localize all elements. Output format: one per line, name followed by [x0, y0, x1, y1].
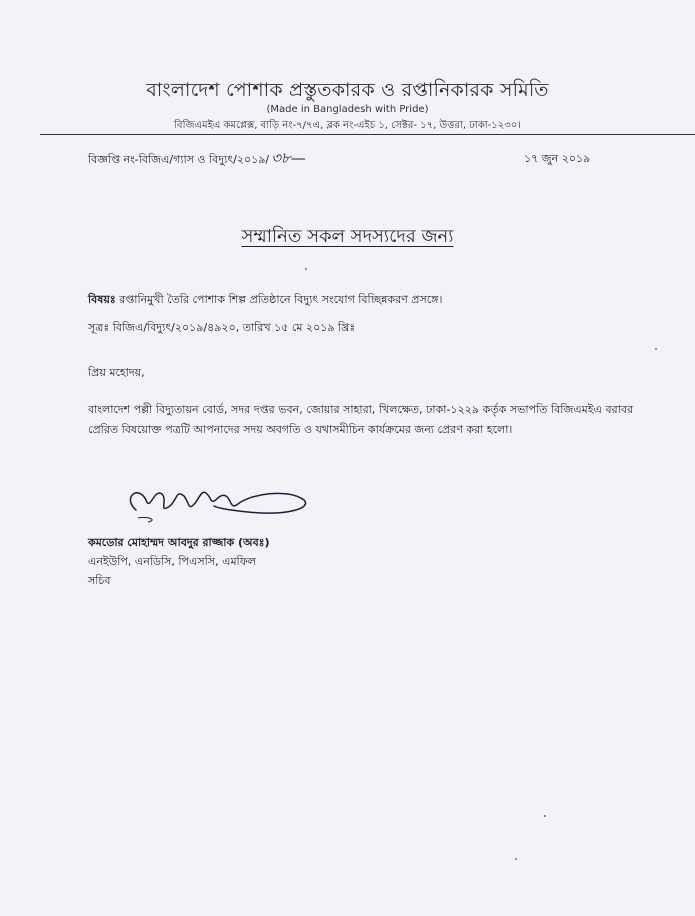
organization-name: বাংলাদেশ পোশাক প্রস্তুতকারক ও রপ্তানিকারক সমিতি [146, 79, 549, 101]
memo-reference [88, 147, 306, 172]
reference-line: সূত্রঃ বিজিএ/বিদ্যুৎ/২০১৯/৪৯২০, তারিখ ১৫ মে ২০১৯ খ্রিঃ [88, 321, 356, 334]
scan-speck [655, 348, 657, 350]
scan-speck [544, 815, 546, 817]
letter-heading [0, 222, 695, 253]
organization-address: বিজিএমইএ কমপ্লেক্স, বাড়ি নং-৭/৭এ, ব্লক নং-এইচ ১, সেক্টর- ১৭, উত্তরা, ঢাকা-১২৩০। [174, 120, 521, 131]
organization-tagline: (Made in Bangladesh with Pride) [266, 104, 429, 115]
handwritten-signature [118, 478, 308, 530]
scan-speck [305, 268, 307, 270]
signatory-degrees: এনইউপি, এনডিসি, পিএসসি, এমফিল [88, 555, 256, 568]
letter-body: বাংলাদেশ পল্লী বিদ্যুতায়ন বোর্ড, সদর দপ্তর ভবন, জোয়ার সাহারা, খিলক্ষেত, ঢাকা-১২২৯ কর্তৃক সভাপতি বিজিএমইএ বরাবর প্রেরিত বিষয়োক্ত পত্রটি আপনাদের সদয় অবগতি ও যথাসমীচিন কার্যক্রমের জন্য প্রেরণ করা হলো। [88, 403, 633, 436]
letterhead-divider [40, 134, 695, 135]
subject-line [88, 291, 442, 310]
letter-heading-text: সম্মানিত সকল সদস্যদের জন্য [241, 226, 454, 247]
memo-reference-prefix: বিজ্ঞপ্তি নং-বিজিএ/গ্যাস ও বিদ্যুৎ/২০১৯/ [88, 153, 270, 166]
memo-reference-handwritten-number: ৩৮— [271, 149, 306, 167]
memo-date: ১৭ জুন ২০১৯ [524, 152, 591, 165]
subject-label: বিষয়ঃ [88, 293, 116, 306]
subject-text: রপ্তানিমুখী তৈরি পোশাক শিল্প প্রতিষ্ঠানে বিদ্যুৎ সংযোগ বিচ্ছিন্নকরণ প্রসঙ্গে। [119, 293, 443, 306]
signatory-name: কমডোর মোহাম্মদ আবদুর রাজ্জাক (অবঃ) [88, 536, 270, 549]
salutation: প্রিয় মহোদয়, [88, 366, 145, 379]
scan-speck [515, 858, 517, 860]
signatory-title: সচিব [88, 574, 111, 587]
